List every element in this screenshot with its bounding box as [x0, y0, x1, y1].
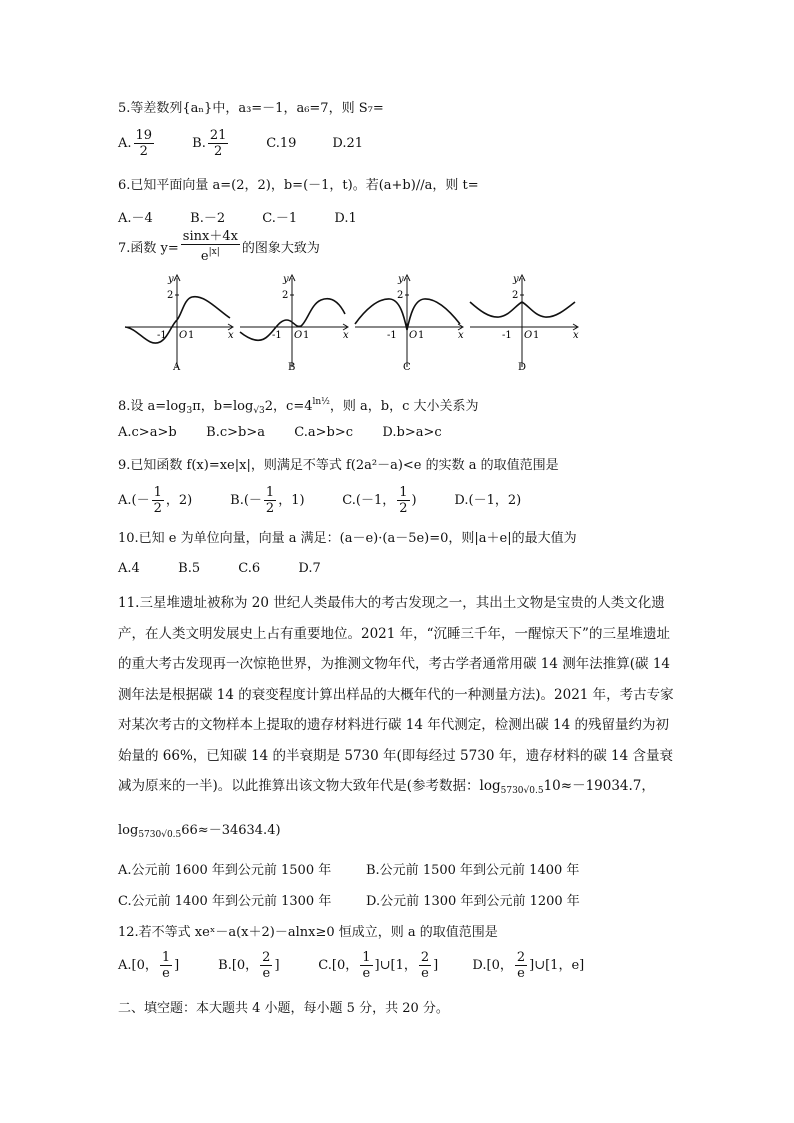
- q10-option-d: D.7: [298, 561, 321, 576]
- graph-a-neg1: -1: [157, 330, 167, 341]
- graph-d-one: 1: [533, 330, 540, 341]
- graph-a-y: y: [168, 274, 174, 285]
- q12-options: [118, 950, 584, 981]
- graph-c: [355, 274, 464, 372]
- graph-d-neg1: -1: [502, 330, 512, 341]
- q7-stem: 7.函数 y= $\frac{\sin x+4x}{e^{|x|}}$ 的图象大致为: [118, 229, 320, 264]
- graph-b-neg1: -1: [272, 330, 282, 341]
- q6-stem: 6.已知平面向量 a=(2，2)，b=(－1，t)。若(a+b)//a，则 t=: [118, 178, 479, 193]
- q10-option-b: B.5: [178, 561, 201, 576]
- graph-c-o: O: [409, 330, 418, 341]
- graph-c-one: 1: [418, 330, 425, 341]
- q9-option-b: B.(－ $\frac{1}{2}$ ，1): [230, 485, 305, 516]
- q12-option-c: C.[0， $\frac{1}{e}$ ]∪[1， $\frac{2}{e}$ ]: [318, 950, 439, 981]
- graph-b-two: 2: [282, 290, 289, 301]
- q8-stem: 8.设 $a=\log_3\pi$，$b=\log_{√3}2$，$c=4^{ln\frac{1}{2}}$，则 a，b，c 大小关系为: [118, 397, 479, 416]
- q11-option-a: A.公元前 1600 年到公元前 1500 年: [118, 863, 332, 878]
- graph-c-two: 2: [397, 290, 404, 301]
- q11-option-b: B.公元前 1500 年到公元前 1400 年: [366, 863, 580, 878]
- q10-options: [118, 561, 321, 576]
- q5-stem: 5.等差数列{aₙ}中，a₃=－1，a₆=7，则 S₇=: [118, 101, 384, 116]
- graph-b-label: B: [288, 362, 296, 372]
- graph-d-two: 2: [512, 290, 519, 301]
- graph-a-two: 2: [167, 290, 174, 301]
- graph-c-x: x: [458, 330, 464, 341]
- q11-option-d: D.公元前 1300 年到公元前 1200 年: [366, 894, 580, 909]
- graph-d-x: x: [573, 330, 579, 341]
- graph-d: [470, 274, 579, 372]
- q10-stem: 10.已知 e 为单位向量，向量 a 满足：(a－e)·(a－5e)=0，则|a＋e|的最大值为: [118, 531, 577, 546]
- q11-ref2: $\log_{5730√0.5}66\approx-34634.4$): [118, 823, 281, 840]
- q6-option-b: B.－2: [190, 211, 226, 226]
- graph-a-x: x: [228, 330, 234, 341]
- q9-stem: 9.已知函数 f(x)=xe|x|，则满足不等式 f(2a²－a)<e 的实数 a 的取值范围是: [118, 458, 559, 473]
- q5-option-d: D.21: [332, 136, 364, 151]
- q7-graphs: [120, 272, 580, 372]
- q5-options: [118, 128, 363, 159]
- graph-b: [240, 274, 349, 372]
- q10-option-c: C.6: [238, 561, 261, 576]
- q6-option-c: C.－1: [262, 211, 298, 226]
- graph-b-o: O: [294, 330, 303, 341]
- q5-option-b: B. $\frac{21}{2}$: [192, 128, 227, 159]
- q12-option-d: D.[0， $\frac{2}{e}$ ]∪[1，e]: [472, 950, 585, 981]
- q9-option-a: A.(－ $\frac{1}{2}$ ，2): [118, 485, 193, 516]
- q8-option-c: C.a>b>c: [294, 425, 354, 440]
- graph-d-o: O: [524, 330, 533, 341]
- section-heading: 二、填空题：本大题共 4 小题，每小题 5 分，共 20 分。: [118, 1001, 449, 1016]
- q9-option-d: D.(－1，2): [454, 493, 522, 508]
- q8-option-b: B.c>b>a: [206, 425, 265, 440]
- graph-a-o: O: [179, 330, 188, 341]
- graph-d-label: D: [518, 362, 527, 372]
- graph-a-one: 1: [188, 330, 195, 341]
- q12-option-a: A.[0， $\frac{1}{e}$ ]: [118, 950, 180, 981]
- graph-a-label: A: [173, 362, 181, 372]
- q5-option-a: A. $\frac{19}{2}$: [118, 128, 153, 159]
- q11-option-c: C.公元前 1400 年到公元前 1300 年: [118, 894, 332, 909]
- q9-options: [118, 485, 521, 516]
- q12-option-b: B.[0， $\frac{2}{e}$ ]: [218, 950, 280, 981]
- q10-option-a: A.4: [118, 561, 140, 576]
- q8-options: [118, 425, 442, 440]
- q5-option-c: C.19: [266, 136, 297, 151]
- graph-b-y: y: [283, 274, 289, 285]
- graph-c-label: C: [403, 362, 411, 372]
- graph-c-neg1: -1: [387, 330, 397, 341]
- graph-d-y: y: [513, 274, 519, 285]
- graph-b-one: 1: [303, 330, 310, 341]
- q8-option-d: D.b>a>c: [382, 425, 442, 440]
- q6-option-a: A.－4: [118, 211, 153, 226]
- q6-option-d: D.1: [334, 211, 357, 226]
- graph-b-x: x: [343, 330, 349, 341]
- q11-paragraph: 11.三星堆遗址被称为 20 世纪人类最伟大的考古发现之一，其出土文物是宝贵的人类文化遗产，在人类文明发展史上占有重要地位。2021 年，“沉睡三千年，一醒惊天下”的三星堆遗址的重大考古发现再一次惊艳世界，为推测文物年代，考古学者通常用碳 14 测年法推算(碳 14 测年法是根据碳 14 的衰变程度计算出样品的大概年代的一种测量方法)。2021 年，考古专家对某次考古的文物样本上提取的遗存材料进行碳 14 年代测定，检测出碳 14 的残留量约为初始量的 66%，已知碳 14 的半衰期是 5730 年(即每经过 5730 年，遗存材料的碳 14 含量衰减为原来的一半)。以此推算出该文物大致年代是(参考数据：$\log_{5730√0.5}10\approx-19034.7$，: [118, 595, 674, 796]
- graph-a: [125, 274, 234, 372]
- graph-c-y: y: [398, 274, 404, 285]
- q9-option-c: C.(－1， $\frac{1}{2}$ ): [342, 485, 417, 516]
- q6-options: [118, 207, 357, 226]
- q12-stem: 12.若不等式 xeˣ－a(x＋2)－alnx≥0 恒成立，则 a 的取值范围是: [118, 925, 498, 940]
- q8-option-a: A.c>a>b: [118, 425, 177, 440]
